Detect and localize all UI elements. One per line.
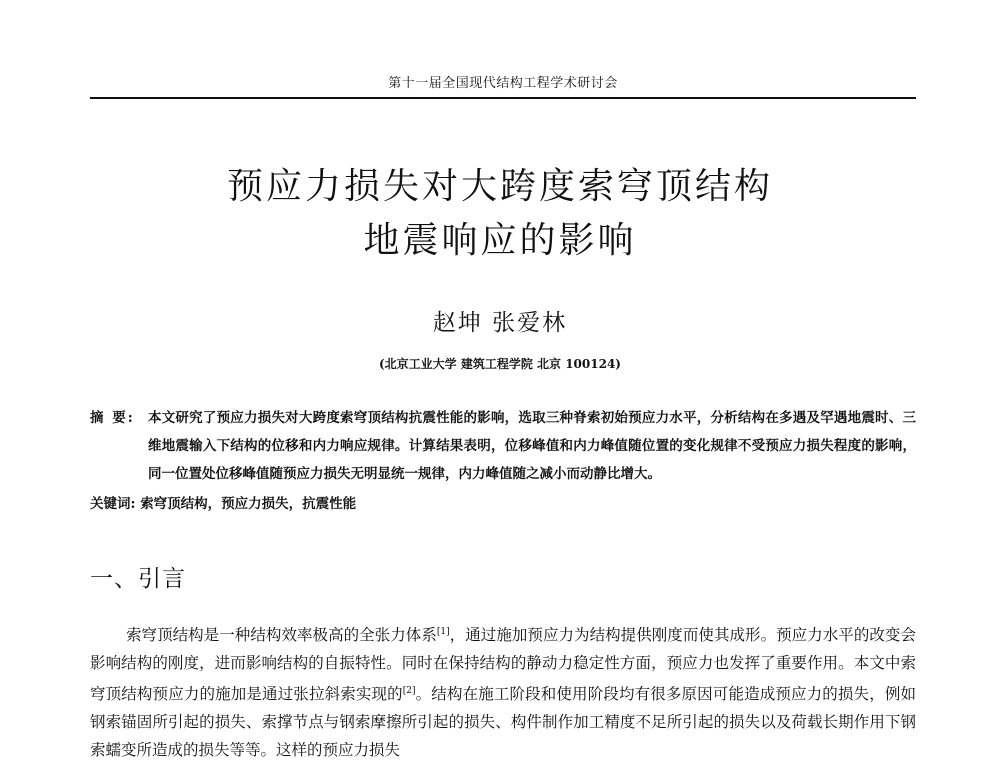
citation-1[interactable]: [1] <box>436 627 450 637</box>
section-heading: 一、引言 <box>90 566 186 592</box>
paper-title-line-1: 预应力损失对大跨度索穹顶结构 <box>226 166 773 207</box>
intro-text-c: 。结构在施工阶段和使用阶段均有很多原因可能造成预应力的损失，例如钢索锚固所引起的损失、索撑节点与钢索摩擦所引起的损失、构件制作加工精度不足所引起的损失以及荷载长期作用下钢索蠕变所造成的损失等等。这样的预应力损失 <box>90 685 916 759</box>
intro-text-b: ，通过施加预应力为结构提供刚度而使其成形。预应力水平的改变会影响结构的刚度，进而影响结构的自振特性。同时在保持结构的静动力稳定性方面，预应力也发挥了重要作用。本文中索穹顶结构预应力的施加是通过张拉斜索实现的 <box>90 626 916 703</box>
citation-2[interactable]: [2] <box>402 686 416 696</box>
abstract-text: 本文研究了预应力损失对大跨度索穹顶结构抗震性能的影响，选取三种脊索初始预应力水平，分析结构在多遇及罕遇地震时、三维地震输入下结构的位移和内力响应规律。计算结果表明，位移峰值和内力峰值随位置的变化规律不受预应力损失程度的影响，同一位置处位移峰值随预应力损失无明显统一规律，内力峰值随之减小而动静比增大。 <box>148 410 916 482</box>
keywords-label: 关键词: <box>90 496 136 512</box>
keywords-text: 索穹顶结构，预应力损失，抗震性能 <box>140 496 357 512</box>
running-head: 第十一届全国现代结构工程学术研讨会 <box>388 76 618 91</box>
paper-title-line-2: 地震响应的影响 <box>363 220 637 261</box>
header-rule <box>90 97 916 99</box>
keywords <box>90 492 916 512</box>
intro-text-a: 索穹顶结构是一种结构效率极高的全张力体系 <box>126 626 437 644</box>
intro-paragraph <box>90 618 916 764</box>
abstract <box>90 404 916 488</box>
authors: 赵坤 张爱林 <box>432 310 568 336</box>
affiliation: (北京工业大学 建筑工程学院 北京 100124) <box>379 357 621 371</box>
abstract-label: 摘 要: <box>90 410 135 426</box>
